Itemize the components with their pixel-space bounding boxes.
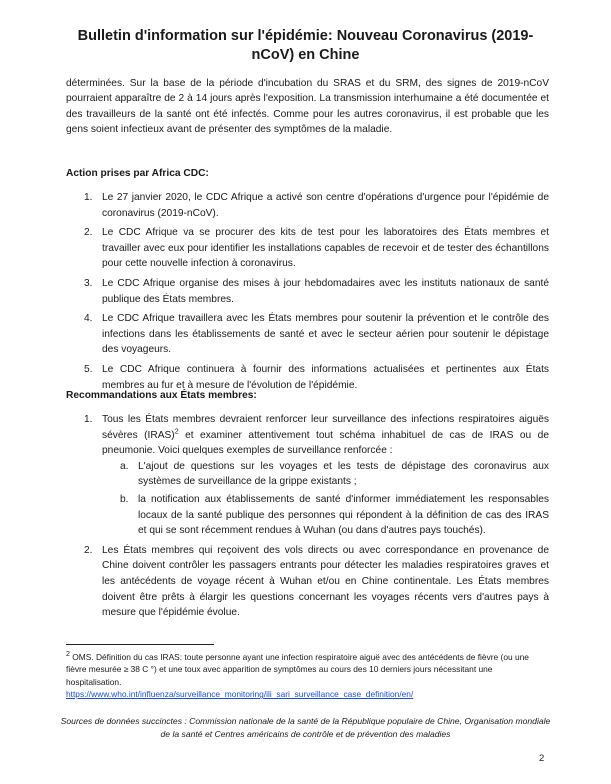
item-text-continued: et examiner attentivement tout schéma inhabituel de cas de IRAS ou de pneumonie. Voici quelques exemples de surveillance renforcée :: [102, 429, 549, 457]
item-number: 4.: [84, 313, 93, 325]
sub-item-text: la notification aux établissements de santé d'informer immédiatement les responsables locaux de la santé publique des personnes qui répondent à la définition de cas des IRAS et qui se sont récemment rendues à Wuhan (ou dans d'autres pays touchés).: [138, 493, 549, 537]
item-text: Les États membres qui reçoivent des vols directs ou avec correspondance en provenance de Chine doivent contrôler les passagers entrants pour détecter les maladies respiratoires graves et les antécédents de voyage récent à Wuhan et/ou en Chine continentale. Les États membres doivent être prêts à élargir les questions concernant les voyages récents vers d'autres pays à mesure que l'épidémie évolue.: [102, 544, 549, 619]
document-title: Bulletin d'information sur l'épidémie: Nouveau Coronavirus (2019-nCoV) en Chine: [77, 28, 534, 63]
sources-note: Sources de données succinctes : Commission nationale de la santé de la République populaire de Chine, Organisation mondiale de la santé et Centres américains de contrôle et de prévention des maladies: [60, 716, 551, 739]
list-item: [66, 543, 549, 621]
item-text: Le CDC Afrique organise des mises à jour hebdomadaires avec les instituts nationaux de santé publique des États membres.: [102, 277, 549, 305]
intro-paragraph: déterminées. Sur la base de la période d'incubation du SRAS et du SRM, des signes de 2019-nCoV pourraient apparaître de 2 à 14 jours après l'exposition. La transmission interhumaine a été documentée et des travailleurs de la santé ont été infectés. Comme pour les autres coronavirus, il est probable que les gens soient infectieux avant de présenter des symptômes de la maladie.: [66, 78, 549, 135]
item-text: Le CDC Afrique travaillera avec les États membres pour soutenir la prévention et le contrôle des infections dans les établissements de santé et avec le secteur aérien pour soutenir le dépistage des voyageurs.: [102, 313, 549, 356]
sub-item-letter: b.: [120, 493, 129, 505]
sub-item-letter: a.: [120, 460, 129, 472]
item-text: Le CDC Afrique continuera à fournir des informations actualisées et pertinentes aux États membres au fur et à mesure de l'évolution de l'épidémie.: [102, 363, 549, 391]
recommendations-list: [66, 412, 549, 625]
item-number: 1.: [84, 192, 93, 203]
footnote-link[interactable]: https://www.who.int/influenza/surveillance_monitoring/ili_sari_surveillance_case_definition/en/: [66, 689, 414, 700]
actions-list: [66, 190, 549, 397]
footnote: [66, 651, 549, 701]
footnote-divider: [66, 644, 214, 645]
item-text: Tous les États membres devraient renforcer leur surveillance des infections respiratoires aiguës sévères (IRAS): [102, 414, 549, 441]
section-heading-actions: Action prises par Africa CDC:: [66, 168, 209, 179]
sub-list-item: [102, 492, 549, 539]
item-number: 3.: [84, 277, 93, 289]
sub-list-item: [102, 459, 549, 490]
page-number: 2: [539, 753, 545, 764]
item-number: 5.: [84, 363, 93, 375]
list-item: [66, 225, 549, 272]
item-text: Le 27 janvier 2020, le CDC Afrique a activé son centre d'opérations d'urgence pour l'épidémie de coronavirus (2019-nCoV).: [102, 192, 549, 219]
item-number: 2.: [84, 227, 93, 239]
item-number: 1.: [84, 414, 93, 425]
section-heading-recommendations: Recommandations aux États membres:: [66, 390, 257, 401]
sub-list: [102, 459, 549, 539]
list-item: [66, 190, 549, 221]
list-item: [66, 311, 549, 358]
list-item: [66, 362, 549, 393]
footnote-reference: 2: [174, 428, 179, 436]
item-text: Le CDC Afrique va se procurer des kits de test pour les laboratoires des États membres et travailler avec eux pour identifier les installations capables de recevoir et de tester des échantillons pour cette nouvelle infection à coronavirus.: [102, 227, 549, 270]
footnote-mark: 2: [66, 651, 70, 659]
sub-item-text: L'ajout de questions sur les voyages et les tests de dépistage des coronavirus aux systèmes de surveillance de la grippe existants ;: [138, 460, 549, 488]
item-number: 2.: [84, 544, 93, 556]
footnote-text: OMS. Définition du cas IRAS: toute personne ayant une infection respiratoire aiguë avec des antécédents de fièvre (ou une fièvre mesurée ≥ 38 C °) et une toux avec apparition de symptômes au cours des 10 derniers jours nécessitant une hospitalisation.: [66, 652, 529, 687]
list-item: [66, 412, 549, 539]
list-item: [66, 276, 549, 307]
